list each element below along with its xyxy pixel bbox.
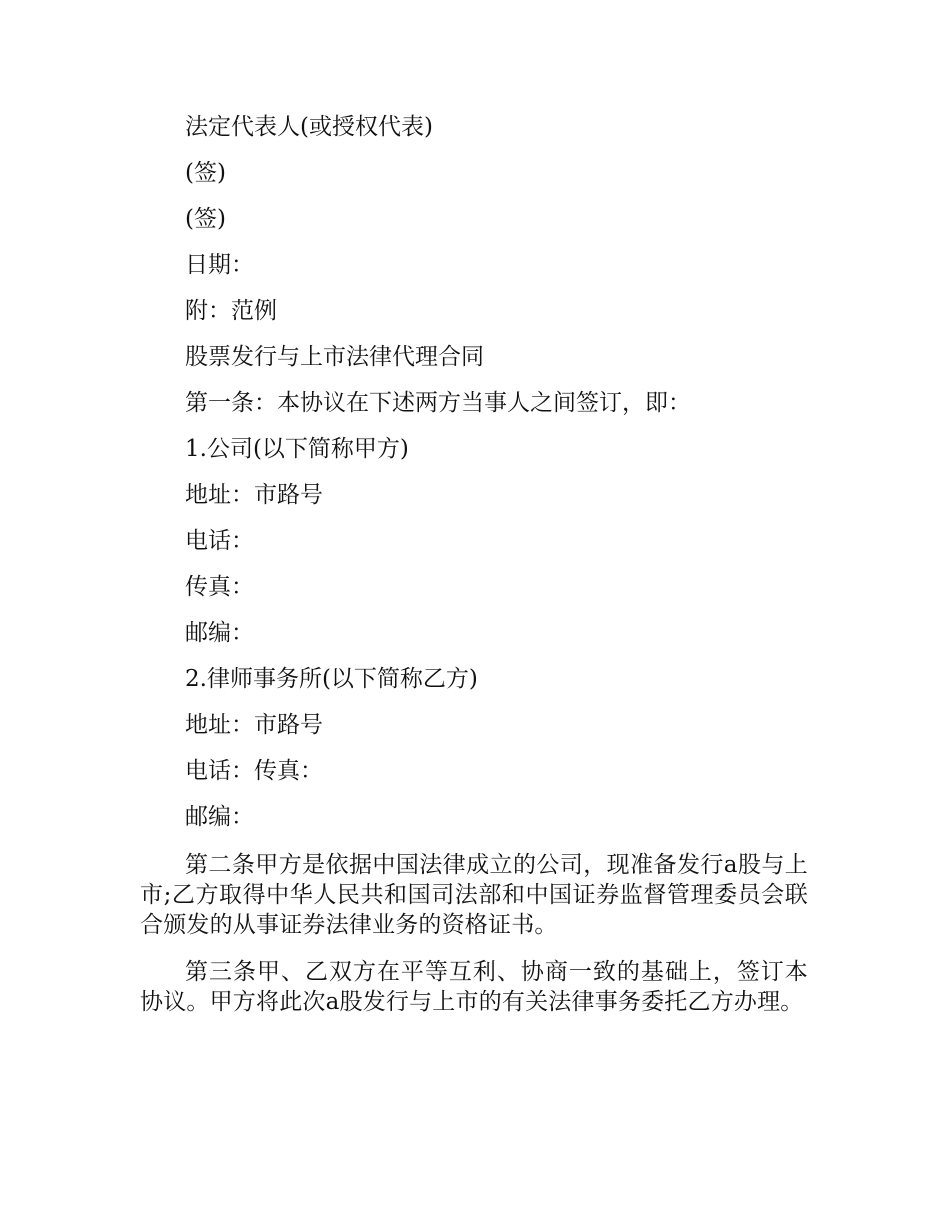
article-two-paragraph: 第二条甲方是依据中国法律成立的公司，现准备发行a股与上市;乙方取得中华人民共和国司法部和中国证券监督管理委员会联合颁发的从事证券法律业务的资格证书。 [140, 852, 808, 938]
party-a-address: 地址：市路号 [185, 482, 323, 508]
party-a-postcode: 邮编： [185, 620, 254, 646]
party-a-fax: 传真： [185, 574, 254, 600]
party-b-address: 地址：市路号 [185, 712, 323, 738]
article-one: 第一条：本协议在下述两方当事人之间签订，即： [185, 390, 691, 416]
signature-line: (签) [185, 160, 226, 186]
date-label: 日期： [185, 252, 254, 278]
party-b-phone-fax: 电话：传真： [185, 758, 323, 784]
article-three-paragraph: 第三条甲、乙双方在平等互利、协商一致的基础上，签订本协议。甲方将此次a股发行与上市的有关法律事务委托乙方办理。 [140, 959, 808, 1015]
contract-title: 股票发行与上市法律代理合同 [185, 344, 484, 370]
party-a-phone: 电话： [185, 528, 254, 554]
signature-line: (签) [185, 206, 226, 232]
party-b-postcode: 邮编： [185, 804, 254, 830]
appendix-label: 附：范例 [185, 298, 277, 324]
signatory-representative-label: 法定代表人(或授权代表) [185, 114, 433, 140]
party-a-heading: 1.公司(以下简称甲方) [185, 436, 409, 462]
party-b-heading: 2.律师事务所(以下简称乙方) [185, 666, 478, 692]
